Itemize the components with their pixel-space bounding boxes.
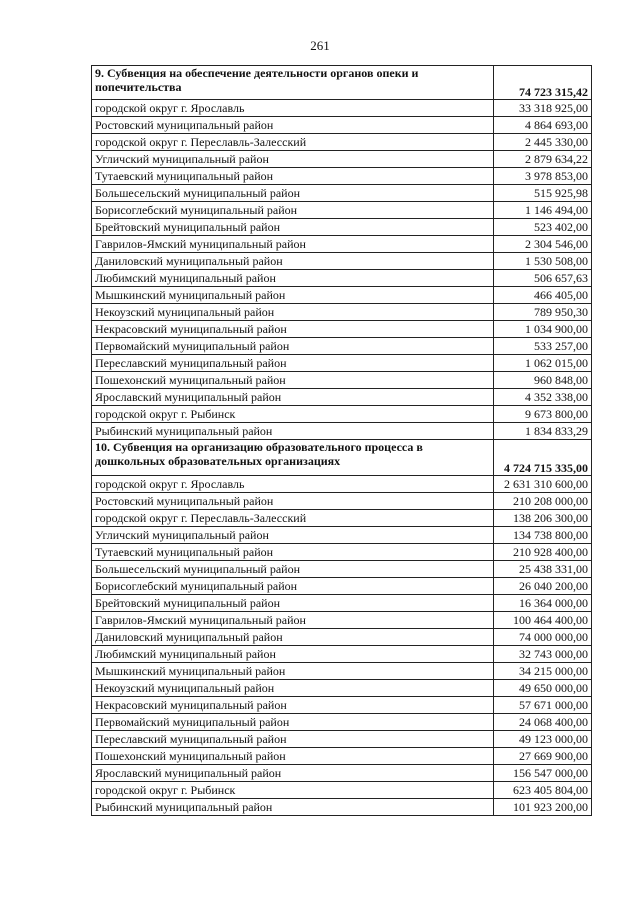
table-row (92, 134, 592, 151)
district-name: Пошехонский муниципальный район (92, 748, 494, 765)
district-name: Пошехонский муниципальный район (92, 372, 494, 389)
district-amount: 4 864 693,00 (494, 117, 592, 134)
district-name: городской округ г. Переславль-Залесский (92, 134, 494, 151)
district-amount: 34 215 000,00 (494, 663, 592, 680)
district-amount: 16 364 000,00 (494, 595, 592, 612)
section-header-row (92, 440, 592, 476)
district-name: Угличский муниципальный район (92, 527, 494, 544)
table-row (92, 561, 592, 578)
district-name: Рыбинский муниципальный район (92, 423, 494, 440)
district-name: Даниловский муниципальный район (92, 629, 494, 646)
district-amount: 134 738 800,00 (494, 527, 592, 544)
district-amount: 24 068 400,00 (494, 714, 592, 731)
district-amount: 4 352 338,00 (494, 389, 592, 406)
district-name: Любимский муниципальный район (92, 270, 494, 287)
table-row (92, 510, 592, 527)
table-row (92, 236, 592, 253)
district-name: Рыбинский муниципальный район (92, 799, 494, 816)
table-row (92, 544, 592, 561)
district-name: Переславский муниципальный район (92, 731, 494, 748)
district-amount: 2 879 634,22 (494, 151, 592, 168)
district-amount: 623 405 804,00 (494, 782, 592, 799)
district-amount: 1 146 494,00 (494, 202, 592, 219)
district-name: Некоузский муниципальный район (92, 680, 494, 697)
table-row (92, 355, 592, 372)
district-amount: 210 208 000,00 (494, 493, 592, 510)
district-amount: 3 978 853,00 (494, 168, 592, 185)
district-amount: 100 464 400,00 (494, 612, 592, 629)
subsidy-table-body (92, 66, 592, 816)
table-row (92, 389, 592, 406)
table-row (92, 748, 592, 765)
table-row (92, 185, 592, 202)
district-name: Мышкинский муниципальный район (92, 287, 494, 304)
district-name: городской округ г. Переславль-Залесский (92, 510, 494, 527)
district-name: Ростовский муниципальный район (92, 117, 494, 134)
district-amount: 515 925,98 (494, 185, 592, 202)
district-amount: 9 673 800,00 (494, 406, 592, 423)
district-amount: 2 304 546,00 (494, 236, 592, 253)
district-amount: 32 743 000,00 (494, 646, 592, 663)
table-row (92, 117, 592, 134)
district-amount: 960 848,00 (494, 372, 592, 389)
table-row (92, 765, 592, 782)
table-row (92, 731, 592, 748)
district-name: Гаврилов-Ямский муниципальный район (92, 236, 494, 253)
district-name: Борисоглебский муниципальный район (92, 578, 494, 595)
district-name: городской округ г. Рыбинск (92, 782, 494, 799)
section-total: 4 724 715 335,00 (494, 440, 592, 476)
section-header-row (92, 66, 592, 100)
district-amount: 156 547 000,00 (494, 765, 592, 782)
table-row (92, 799, 592, 816)
table-row (92, 782, 592, 799)
district-name: Первомайский муниципальный район (92, 714, 494, 731)
table-row (92, 646, 592, 663)
district-name: Некрасовский муниципальный район (92, 321, 494, 338)
table-row (92, 219, 592, 236)
district-name: Любимский муниципальный район (92, 646, 494, 663)
table-row (92, 287, 592, 304)
district-amount: 25 438 331,00 (494, 561, 592, 578)
district-name: городской округ г. Рыбинск (92, 406, 494, 423)
table-row (92, 423, 592, 440)
table-row (92, 697, 592, 714)
district-amount: 26 040 200,00 (494, 578, 592, 595)
table-row (92, 663, 592, 680)
district-amount: 789 950,30 (494, 304, 592, 321)
district-amount: 101 923 200,00 (494, 799, 592, 816)
district-name: Гаврилов-Ямский муниципальный район (92, 612, 494, 629)
page-number: 261 (310, 38, 330, 53)
district-amount: 2 631 310 600,00 (494, 476, 592, 493)
district-name: Первомайский муниципальный район (92, 338, 494, 355)
table-row (92, 612, 592, 629)
district-name: Даниловский муниципальный район (92, 253, 494, 270)
district-name: Брейтовский муниципальный район (92, 595, 494, 612)
district-name: Большесельский муниципальный район (92, 185, 494, 202)
table-row (92, 714, 592, 731)
district-amount: 1 034 900,00 (494, 321, 592, 338)
table-row (92, 304, 592, 321)
district-amount: 1 530 508,00 (494, 253, 592, 270)
district-amount: 49 123 000,00 (494, 731, 592, 748)
district-name: Мышкинский муниципальный район (92, 663, 494, 680)
district-amount: 523 402,00 (494, 219, 592, 236)
table-row (92, 151, 592, 168)
table-row (92, 406, 592, 423)
table-row (92, 372, 592, 389)
district-name: Тутаевский муниципальный район (92, 168, 494, 185)
section-title: 10. Субвенция на организацию образовательного процесса в дошкольных образовательных организациях (92, 440, 494, 476)
subsidy-table (91, 65, 592, 816)
district-name: Ярославский муниципальный район (92, 765, 494, 782)
district-name: Угличский муниципальный район (92, 151, 494, 168)
table-row (92, 578, 592, 595)
table-row (92, 321, 592, 338)
district-amount: 1 062 015,00 (494, 355, 592, 372)
district-amount: 2 445 330,00 (494, 134, 592, 151)
table-row (92, 476, 592, 493)
district-amount: 506 657,63 (494, 270, 592, 287)
district-amount: 74 000 000,00 (494, 629, 592, 646)
district-amount: 1 834 833,29 (494, 423, 592, 440)
district-name: Брейтовский муниципальный район (92, 219, 494, 236)
table-row (92, 595, 592, 612)
district-amount: 33 318 925,00 (494, 100, 592, 117)
district-amount: 466 405,00 (494, 287, 592, 304)
table-row (92, 253, 592, 270)
table-row (92, 680, 592, 697)
district-name: Переславский муниципальный район (92, 355, 494, 372)
district-amount: 210 928 400,00 (494, 544, 592, 561)
district-amount: 57 671 000,00 (494, 697, 592, 714)
district-amount: 49 650 000,00 (494, 680, 592, 697)
district-name: Ярославский муниципальный район (92, 389, 494, 406)
section-total: 74 723 315,42 (494, 66, 592, 100)
district-name: Ростовский муниципальный район (92, 493, 494, 510)
table-row (92, 493, 592, 510)
district-name: Некоузский муниципальный район (92, 304, 494, 321)
table-row (92, 100, 592, 117)
district-name: Некрасовский муниципальный район (92, 697, 494, 714)
district-name: Большесельский муниципальный район (92, 561, 494, 578)
table-row (92, 202, 592, 219)
section-title: 9. Субвенция на обеспечение деятельности органов опеки и попечительства (92, 66, 494, 100)
table-row (92, 338, 592, 355)
district-amount: 138 206 300,00 (494, 510, 592, 527)
district-name: городской округ г. Ярославль (92, 476, 494, 493)
district-amount: 27 669 900,00 (494, 748, 592, 765)
table-row (92, 629, 592, 646)
district-name: Тутаевский муниципальный район (92, 544, 494, 561)
table-row (92, 270, 592, 287)
table-row (92, 527, 592, 544)
table-row (92, 168, 592, 185)
district-name: Борисоглебский муниципальный район (92, 202, 494, 219)
district-amount: 533 257,00 (494, 338, 592, 355)
district-name: городской округ г. Ярославль (92, 100, 494, 117)
